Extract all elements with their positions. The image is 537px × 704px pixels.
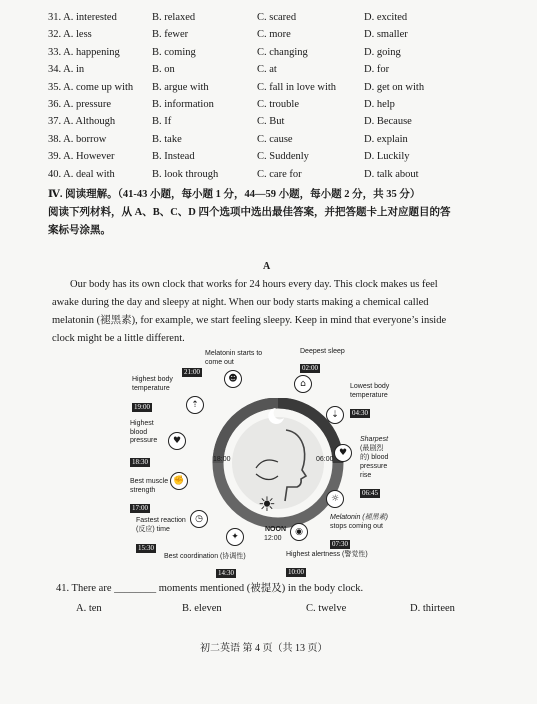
stopwatch-icon: ◷ bbox=[190, 510, 208, 528]
option-33-d: D. going bbox=[364, 46, 401, 58]
instruction-line-1: 阅读下列材料，从 A、B、C、D 四个选项中选出最佳答案，并把答题卡上对应题目的答 bbox=[48, 207, 451, 218]
option-36-a: 36. A. pressure bbox=[48, 99, 111, 110]
low-temp-icon: ⇣ bbox=[326, 406, 344, 424]
option-40-a: 40. A. deal with bbox=[48, 168, 115, 180]
question-stem: 41. There are ________ moments mentioned (被提及) in the body clock. bbox=[56, 583, 364, 594]
right-time-label: 06:00 bbox=[316, 456, 334, 463]
sun-icon: ☀ bbox=[258, 492, 276, 516]
coordination-time: 14:30 bbox=[218, 569, 234, 577]
muscle-label: Best muscle strength bbox=[130, 478, 169, 494]
answer-option-d: D. thirteen bbox=[410, 603, 455, 614]
highest-temp-time: 19:00 bbox=[134, 403, 150, 411]
option-37-b: B. If bbox=[152, 116, 172, 128]
sharpest-bp-time: 06:45 bbox=[362, 489, 378, 497]
muscle-icon: ✊ bbox=[170, 472, 188, 490]
sharpest-bp-label-1: Sharpest bbox=[360, 436, 389, 443]
deepest-sleep-label: Deepest sleep bbox=[300, 348, 345, 355]
noon-time: 12:00 bbox=[264, 535, 282, 542]
option-32-c: C. more bbox=[257, 29, 291, 41]
heart-pulse-icon: ♥ bbox=[334, 444, 352, 462]
passage-line-4: clock might be a little different. bbox=[52, 333, 185, 344]
answer-option-c: C. twelve bbox=[306, 603, 347, 614]
highest-bp-label: Highest blood pressure bbox=[130, 420, 158, 444]
option-37-d: D. Because bbox=[364, 116, 412, 128]
option-40-d: D. talk about bbox=[364, 168, 419, 180]
highest-temp-label: Highest body temperature bbox=[132, 376, 173, 392]
option-31-d: D. excited bbox=[364, 12, 408, 23]
option-34-b: B. on bbox=[152, 64, 175, 76]
passage-line-3: melatonin (褪黑素), for example, we start feeling sleepy. Keep in mind that everyone’s inside bbox=[52, 315, 447, 326]
option-38-d: D. explain bbox=[364, 133, 408, 145]
option-34-d: D. for bbox=[364, 64, 390, 76]
passage-line-1: Our body has its own clock that works for 24 hours every day. This clock makes us feel bbox=[70, 279, 438, 290]
heart-icon: ♥ bbox=[168, 432, 186, 450]
option-40-b: B. look through bbox=[152, 168, 219, 180]
option-34-a: 34. A. in bbox=[48, 64, 85, 76]
option-35-d: D. get on with bbox=[364, 81, 425, 93]
option-39-a: 39. A. However bbox=[48, 151, 115, 163]
lowest-temp-label: Lowest body temperature bbox=[350, 383, 390, 399]
option-37-a: 37. A. Although bbox=[48, 116, 116, 128]
passage-letter: A bbox=[263, 261, 271, 272]
alertness-time: 10:00 bbox=[288, 568, 304, 576]
highest-bp-time: 18:30 bbox=[132, 458, 148, 466]
option-38-c: C. cause bbox=[257, 133, 293, 145]
option-31-b: B. relaxed bbox=[152, 12, 196, 23]
bed-icon: ⌂ bbox=[294, 375, 312, 393]
option-32-a: 32. A. less bbox=[48, 29, 92, 41]
option-38-a: 38. A. borrow bbox=[48, 133, 107, 145]
option-33-b: B. coming bbox=[152, 46, 196, 58]
eye-icon: ◉ bbox=[290, 523, 308, 541]
option-40-c: C. care for bbox=[257, 168, 302, 180]
option-36-b: B. information bbox=[152, 99, 214, 110]
muscle-time: 17:00 bbox=[132, 504, 148, 512]
option-35-b: B. argue with bbox=[152, 81, 209, 93]
melatonin-stop-time: 07:30 bbox=[332, 540, 348, 548]
reaction-label-2: (反应) time bbox=[136, 526, 170, 533]
coordination-icon: ✦ bbox=[226, 528, 244, 546]
passage-line-2: awake during the day and sleepy at night. When our body starts making a chemical called bbox=[52, 297, 429, 308]
reaction-label-1: Fastest reaction bbox=[136, 517, 186, 524]
reaction-time: 15:30 bbox=[138, 544, 154, 552]
melatonin-icon: ☻ bbox=[224, 370, 242, 388]
melatonin-start-label: Melatonin starts to come out bbox=[205, 350, 263, 366]
option-38-b: B. take bbox=[152, 133, 182, 145]
sun-rise-icon: ☼ bbox=[326, 490, 344, 508]
coordination-label: Best coordination (协调性) bbox=[164, 553, 246, 560]
melatonin-stop-label-1: Melatonin (褪黑素) bbox=[330, 514, 388, 521]
option-33-a: 33. A. happening bbox=[48, 46, 120, 58]
sharpest-bp-label-3: 的) blood bbox=[360, 454, 389, 461]
sharpest-bp-label-2: (最剧烈 bbox=[360, 445, 384, 452]
option-39-d: D. Luckily bbox=[364, 151, 410, 163]
sharpest-bp-label-4: pressure bbox=[360, 463, 388, 470]
thermometer-icon: ⇡ bbox=[186, 396, 204, 414]
section-header: Ⅳ. 阅读理解。（41-43 小题，每小题 1 分，44—59 小题，每小题 2 分，共 35 分） bbox=[48, 189, 421, 200]
option-33-c: C. changing bbox=[257, 46, 308, 58]
option-32-b: B. fewer bbox=[152, 29, 189, 41]
option-35-c: C. fall in love with bbox=[257, 81, 337, 93]
sharpest-bp-label-5: rise bbox=[360, 472, 372, 479]
option-39-b: B. Instead bbox=[152, 151, 195, 163]
option-35-a: 35. A. come up with bbox=[48, 81, 134, 93]
page-footer: 初二英语 第 4 页（共 13 页） bbox=[200, 643, 328, 654]
alertness-label: Highest alertness (警觉性) bbox=[286, 551, 368, 558]
answer-option-a: A. ten bbox=[76, 603, 102, 614]
left-time-label: 18:00 bbox=[213, 456, 231, 463]
option-31-c: C. scared bbox=[257, 12, 297, 23]
noon-label: NOON bbox=[265, 526, 286, 533]
option-37-c: C. But bbox=[257, 116, 285, 128]
deepest-sleep-time: 02:00 bbox=[302, 364, 318, 372]
answer-option-b: B. eleven bbox=[182, 603, 222, 614]
melatonin-start-time: 21:00 bbox=[184, 368, 200, 376]
option-32-d: D. smaller bbox=[364, 29, 408, 41]
lowest-temp-time: 04:30 bbox=[352, 409, 368, 417]
option-31-a: 31. A. interested bbox=[48, 12, 117, 23]
option-36-c: C. trouble bbox=[257, 99, 299, 110]
option-36-d: D. help bbox=[364, 99, 395, 110]
instruction-line-2: 案标号涂黑。 bbox=[48, 225, 111, 236]
melatonin-stop-label-2: stops coming out bbox=[330, 523, 383, 530]
option-39-c: C. Suddenly bbox=[257, 151, 309, 163]
option-34-c: C. at bbox=[257, 64, 277, 76]
